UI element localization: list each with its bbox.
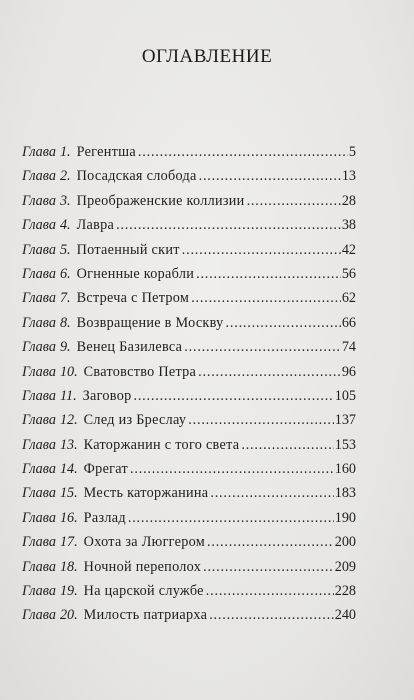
- page-number: 228: [334, 583, 356, 600]
- page-number: 28: [341, 192, 356, 209]
- page-number: 183: [334, 485, 356, 502]
- chapter-number: 12.: [59, 412, 78, 429]
- dot-leader: [138, 144, 348, 161]
- toc-entry: [22, 583, 356, 607]
- toc-entry: [22, 510, 356, 534]
- page-number: 105: [334, 387, 356, 404]
- page-number: 13: [341, 168, 356, 185]
- page-number: 200: [334, 534, 356, 551]
- chapter-label: Глава: [22, 339, 56, 356]
- page-number: 38: [341, 217, 356, 234]
- toc-entry: [22, 266, 356, 290]
- chapter-label: Глава: [22, 436, 56, 453]
- chapter-label: Глава: [22, 217, 56, 234]
- dot-leader: [206, 583, 334, 600]
- chapter-title: Милость патриарха: [83, 607, 208, 624]
- chapter-label: Глава: [22, 412, 56, 429]
- chapter-number: 6.: [59, 265, 71, 282]
- page-number: 56: [341, 265, 356, 282]
- chapter-number: 19.: [59, 583, 78, 600]
- dot-leader: [226, 315, 341, 332]
- dot-leader: [209, 607, 334, 624]
- chapter-title: Лавра: [76, 217, 115, 234]
- chapter-number: 3.: [59, 192, 71, 209]
- chapter-label: Глава: [22, 387, 56, 404]
- toc-entry: [22, 559, 356, 583]
- toc-entry: [22, 485, 356, 509]
- toc-entry: [22, 193, 356, 217]
- chapter-title: Фрегат: [83, 461, 129, 478]
- chapter-label: Глава: [22, 168, 56, 185]
- chapter-label: Глава: [22, 290, 56, 307]
- dot-leader: [207, 534, 334, 551]
- chapter-title: Посадская слобода: [76, 168, 197, 185]
- chapter-label: Глава: [22, 265, 56, 282]
- dot-leader: [128, 510, 334, 527]
- chapter-label: Глава: [22, 485, 56, 502]
- chapter-number: 1.: [59, 144, 71, 160]
- chapter-title: Разлад: [83, 509, 126, 526]
- chapter-number: 2.: [59, 168, 71, 185]
- chapter-title: На царской службе: [83, 583, 204, 600]
- toc-entry: [22, 290, 356, 314]
- chapter-number: 13.: [59, 436, 78, 453]
- chapter-title: Регентша: [76, 144, 136, 160]
- dot-leader: [130, 461, 334, 478]
- dot-leader: [210, 485, 333, 502]
- chapter-title: Преображенские коллизии: [76, 192, 245, 209]
- toc-entry: [22, 461, 356, 485]
- chapter-label: Глава: [22, 363, 56, 380]
- page-number: 66: [341, 314, 356, 331]
- chapter-title: Месть каторжанина: [83, 485, 209, 502]
- dot-leader: [116, 217, 341, 234]
- chapter-title: Ночной переполох: [83, 558, 202, 575]
- dot-leader: [191, 290, 341, 307]
- page-number: 153: [334, 436, 356, 453]
- toc-entry: [22, 339, 356, 363]
- dot-leader: [199, 168, 341, 185]
- chapter-label: Глава: [22, 192, 56, 209]
- toc-entry: [22, 437, 356, 461]
- page-title: ОГЛАВЛЕНИЕ: [141, 46, 273, 67]
- chapter-number: 11.: [59, 387, 77, 404]
- chapter-title: Возвращение в Москву: [76, 314, 224, 331]
- chapter-title: Сватовство Петра: [83, 363, 197, 380]
- chapter-number: 15.: [59, 485, 78, 502]
- chapter-title: След из Бреслау: [83, 412, 187, 429]
- page-number: 240: [334, 607, 356, 624]
- toc-entry: [22, 534, 356, 558]
- dot-leader: [188, 412, 333, 429]
- toc-entry: [22, 168, 356, 192]
- chapter-number: 17.: [59, 534, 78, 551]
- chapter-title: Охота за Люггером: [83, 534, 206, 551]
- toc-entry: [22, 144, 356, 168]
- toc-entry: [22, 217, 356, 241]
- chapter-number: 18.: [59, 558, 78, 575]
- toc-entry: [22, 364, 356, 388]
- dot-leader: [203, 559, 334, 576]
- dot-leader: [184, 339, 341, 356]
- chapter-title: Огненные корабли: [76, 265, 195, 282]
- page-number: 62: [341, 290, 356, 307]
- chapter-label: Глава: [22, 241, 56, 258]
- toc-entry: [22, 315, 356, 339]
- chapter-label: Глава: [22, 314, 56, 331]
- page-number: 74: [341, 339, 356, 356]
- chapter-number: 4.: [59, 217, 71, 234]
- page-number: 209: [334, 558, 356, 575]
- toc-entry: [22, 388, 356, 412]
- toc-entry: [22, 242, 356, 266]
- dot-leader: [247, 193, 341, 210]
- dot-leader: [198, 364, 341, 381]
- chapter-number: 7.: [59, 290, 71, 307]
- chapter-title: Потаенный скит: [76, 241, 180, 258]
- dot-leader: [241, 437, 333, 454]
- chapter-label: Глава: [22, 534, 56, 551]
- page-number: 5: [348, 144, 356, 160]
- chapter-label: Глава: [22, 607, 56, 624]
- chapter-label: Глава: [22, 509, 56, 526]
- chapter-number: 16.: [59, 509, 78, 526]
- chapter-title: Венец Базилевса: [76, 339, 183, 356]
- chapter-number: 14.: [59, 461, 78, 478]
- chapter-number: 8.: [59, 314, 71, 331]
- page-number: 160: [334, 461, 356, 478]
- dot-leader: [196, 266, 341, 283]
- chapter-number: 20.: [59, 607, 78, 624]
- page-number: 96: [341, 363, 356, 380]
- chapter-number: 9.: [59, 339, 71, 356]
- toc-entry: [22, 412, 356, 436]
- dot-leader: [133, 388, 333, 405]
- chapter-label: Глава: [22, 144, 56, 160]
- table-of-contents: [22, 144, 356, 632]
- page-number: 137: [334, 412, 356, 429]
- chapter-title: Встреча с Петром: [76, 290, 190, 307]
- chapter-number: 5.: [59, 241, 71, 258]
- toc-entry: [22, 607, 356, 631]
- chapter-title: Заговор: [82, 387, 132, 404]
- chapter-label: Глава: [22, 583, 56, 600]
- chapter-label: Глава: [22, 558, 56, 575]
- dot-leader: [182, 242, 341, 259]
- chapter-label: Глава: [22, 461, 56, 478]
- page-number: 42: [341, 241, 356, 258]
- page-number: 190: [334, 509, 356, 526]
- chapter-number: 10.: [59, 363, 78, 380]
- chapter-title: Каторжанин с того света: [83, 436, 240, 453]
